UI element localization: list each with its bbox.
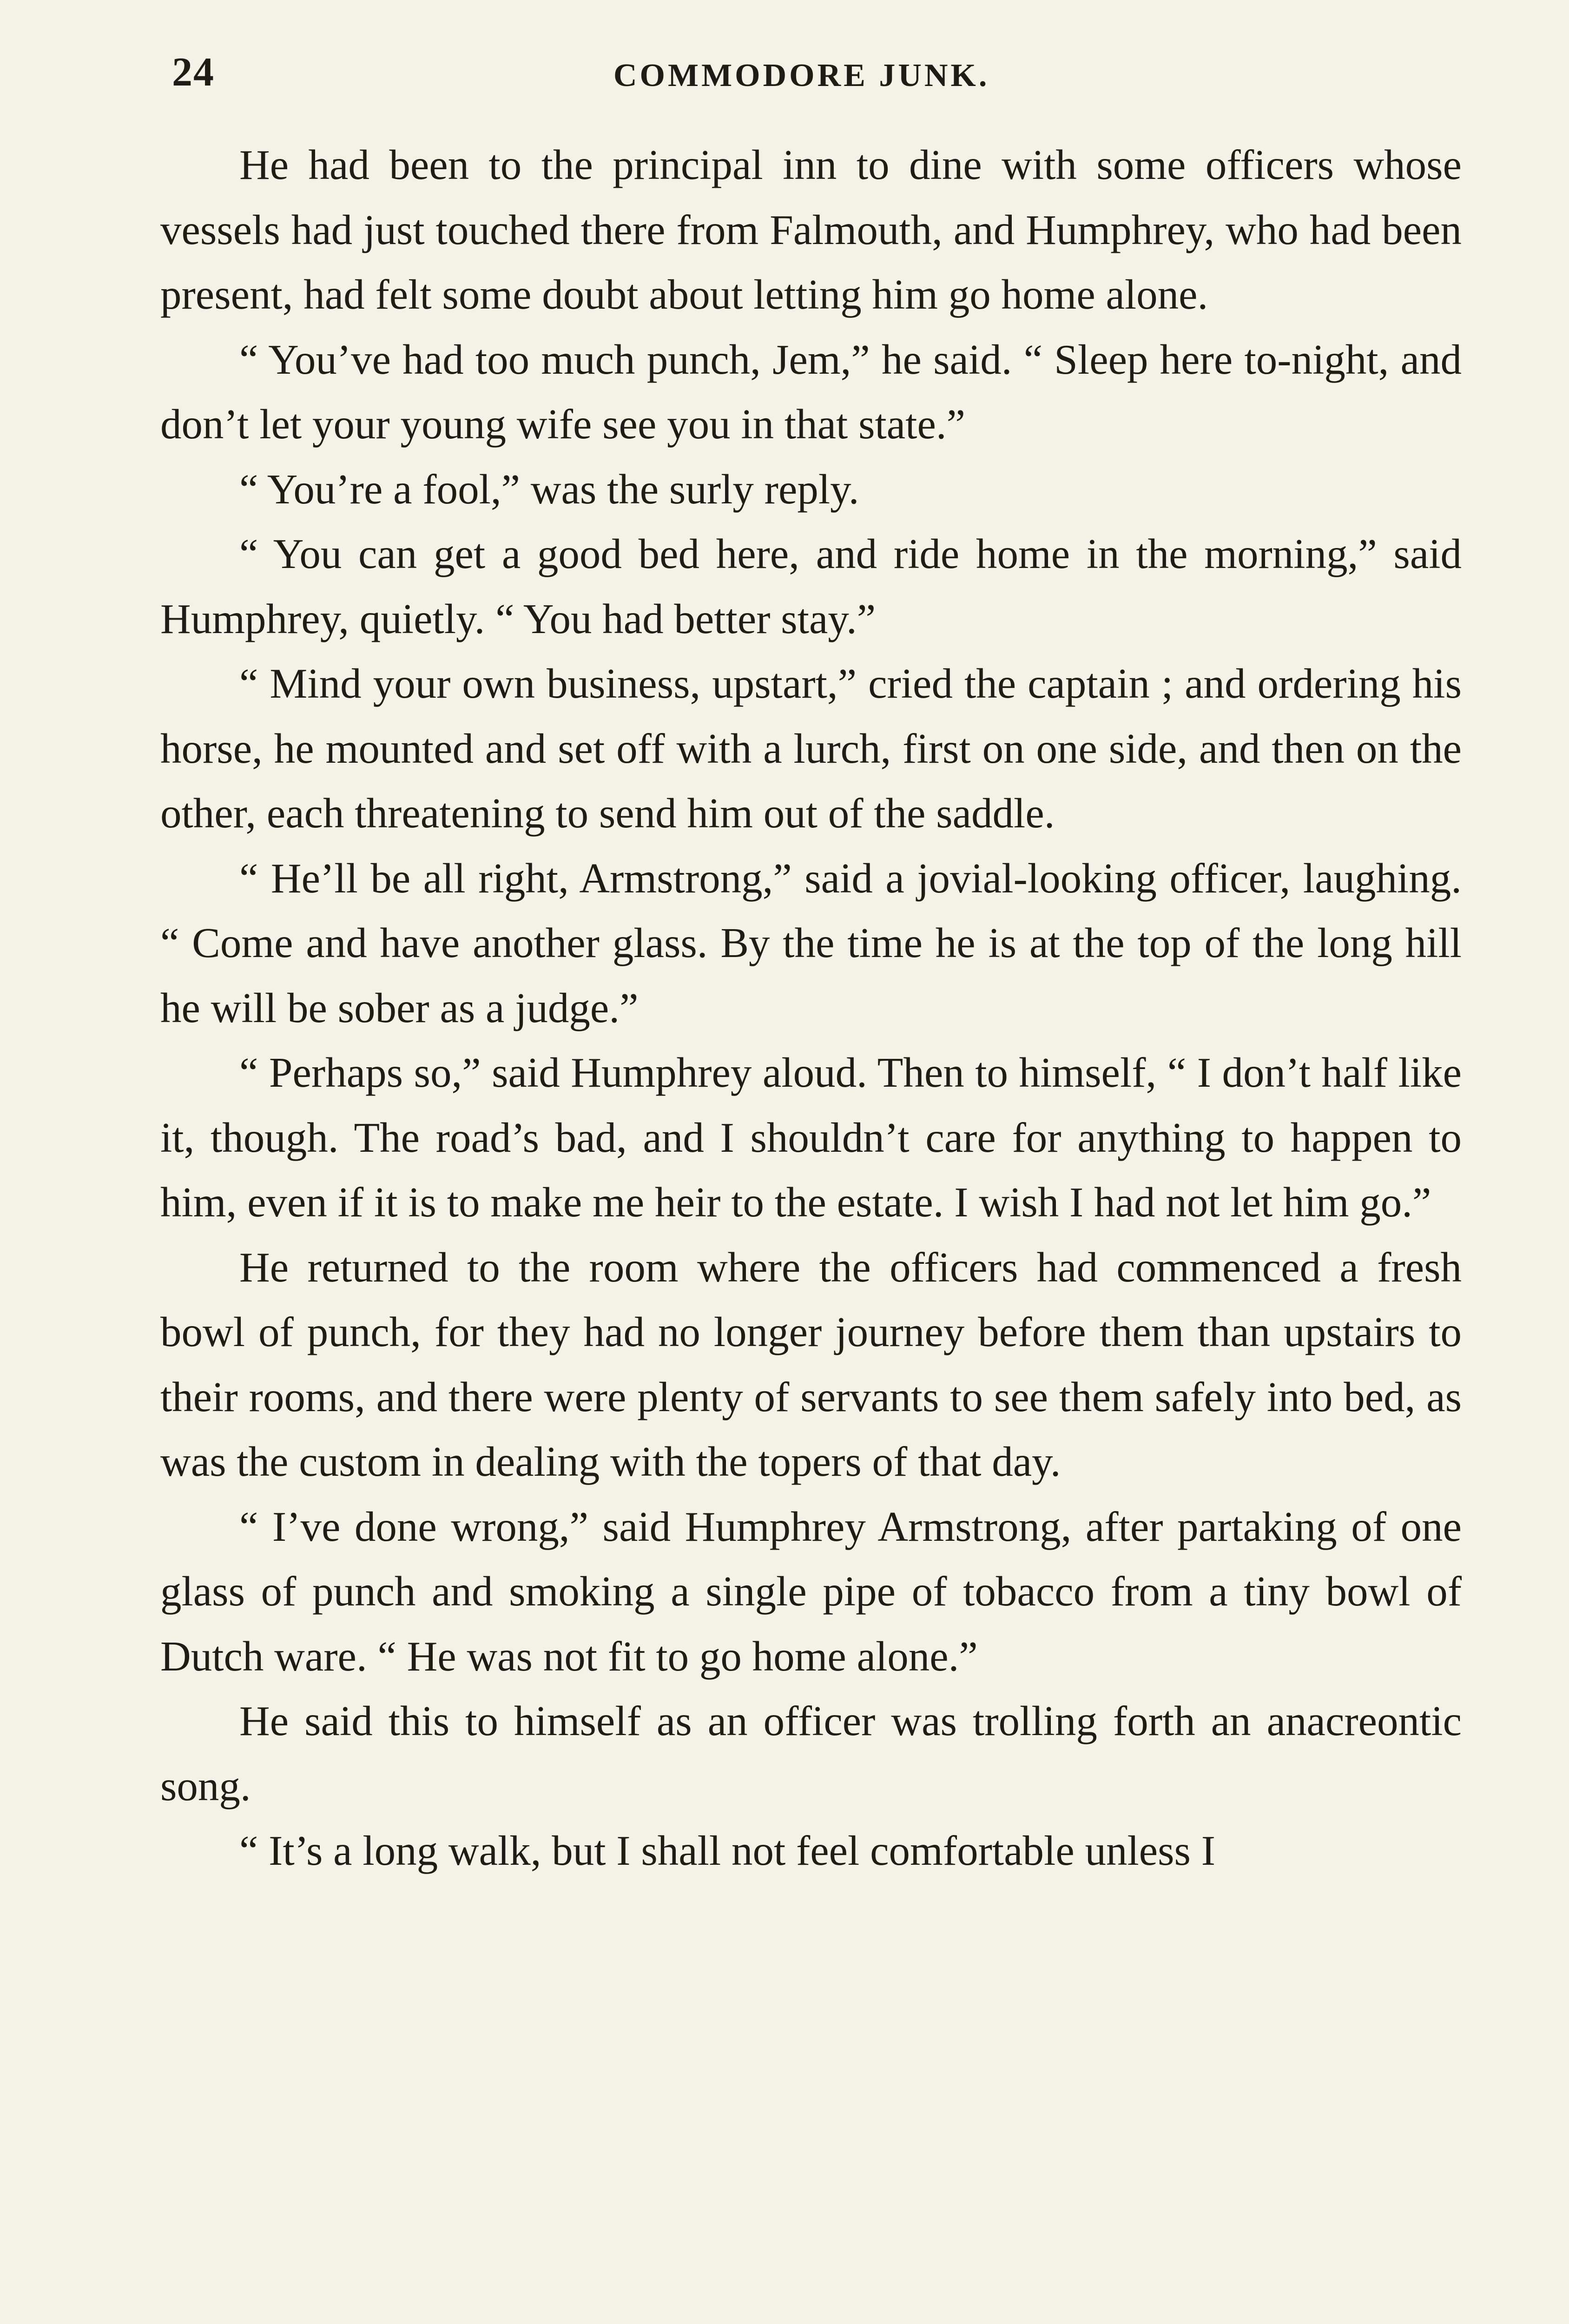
paragraph: He had been to the principal inn to dine with some officers whose vessels had just touched there from Falmouth, and Humphrey, who had been present, had felt some doubt about letting him go home alone. bbox=[160, 141, 1462, 318]
paragraph: “ I’ve done wrong,” said Humphrey Armstrong, after partaking of one glass of punch and smoking a single pipe of tobacco from a tiny bowl of Dutch ware. “ He was not fit to go home alone.” bbox=[160, 1503, 1462, 1680]
paragraph: “ It’s a long walk, but I shall not feel comfortable unless I bbox=[239, 1827, 1216, 1874]
body-text bbox=[160, 132, 1462, 1883]
page-header bbox=[0, 49, 1569, 105]
paragraph: “ Mind your own business, upstart,” cried the captain ; and ordering his horse, he mounted and set off with a lurch, first on one side, and then on the other, each threatening to send him out of the saddle. bbox=[160, 660, 1462, 837]
paragraph: “ He’ll be all right, Armstrong,” said a jovial-looking officer, laughing. “ Come and have another glass. By the time he is at the top of the long hill he will be sober as a judge.” bbox=[160, 854, 1462, 1031]
paragraph: “ Perhaps so,” said Humphrey aloud. Then to himself, “ I don’t half like it, though. The road’s bad, and I shouldn’t care for anything to happen to him, even if it is to make me heir to the estate. I wish I had not let him go.” bbox=[160, 1049, 1462, 1226]
paragraph: “ You can get a good bed here, and ride home in the morning,” said Humphrey, quietly. “ You had better stay.” bbox=[160, 530, 1462, 642]
paragraph: He returned to the room where the officers had commenced a fresh bowl of punch, for they had no longer journey before them than upstairs to their rooms, and there were plenty of servants to see them safely into bed, as was the custom in dealing with the topers of that day. bbox=[160, 1243, 1462, 1485]
paragraph: “ You’ve had too much punch, Jem,” he said. “ Sleep here to-night, and don’t let your young wife see you in that state.” bbox=[160, 336, 1462, 448]
paragraph: “ You’re a fool,” was the surly reply. bbox=[239, 465, 859, 513]
paragraph: He said this to himself as an officer was trolling forth an anacreontic song. bbox=[160, 1697, 1462, 1809]
page-number: 24 bbox=[172, 50, 215, 95]
running-title: COMMODORE JUNK. bbox=[613, 58, 990, 93]
